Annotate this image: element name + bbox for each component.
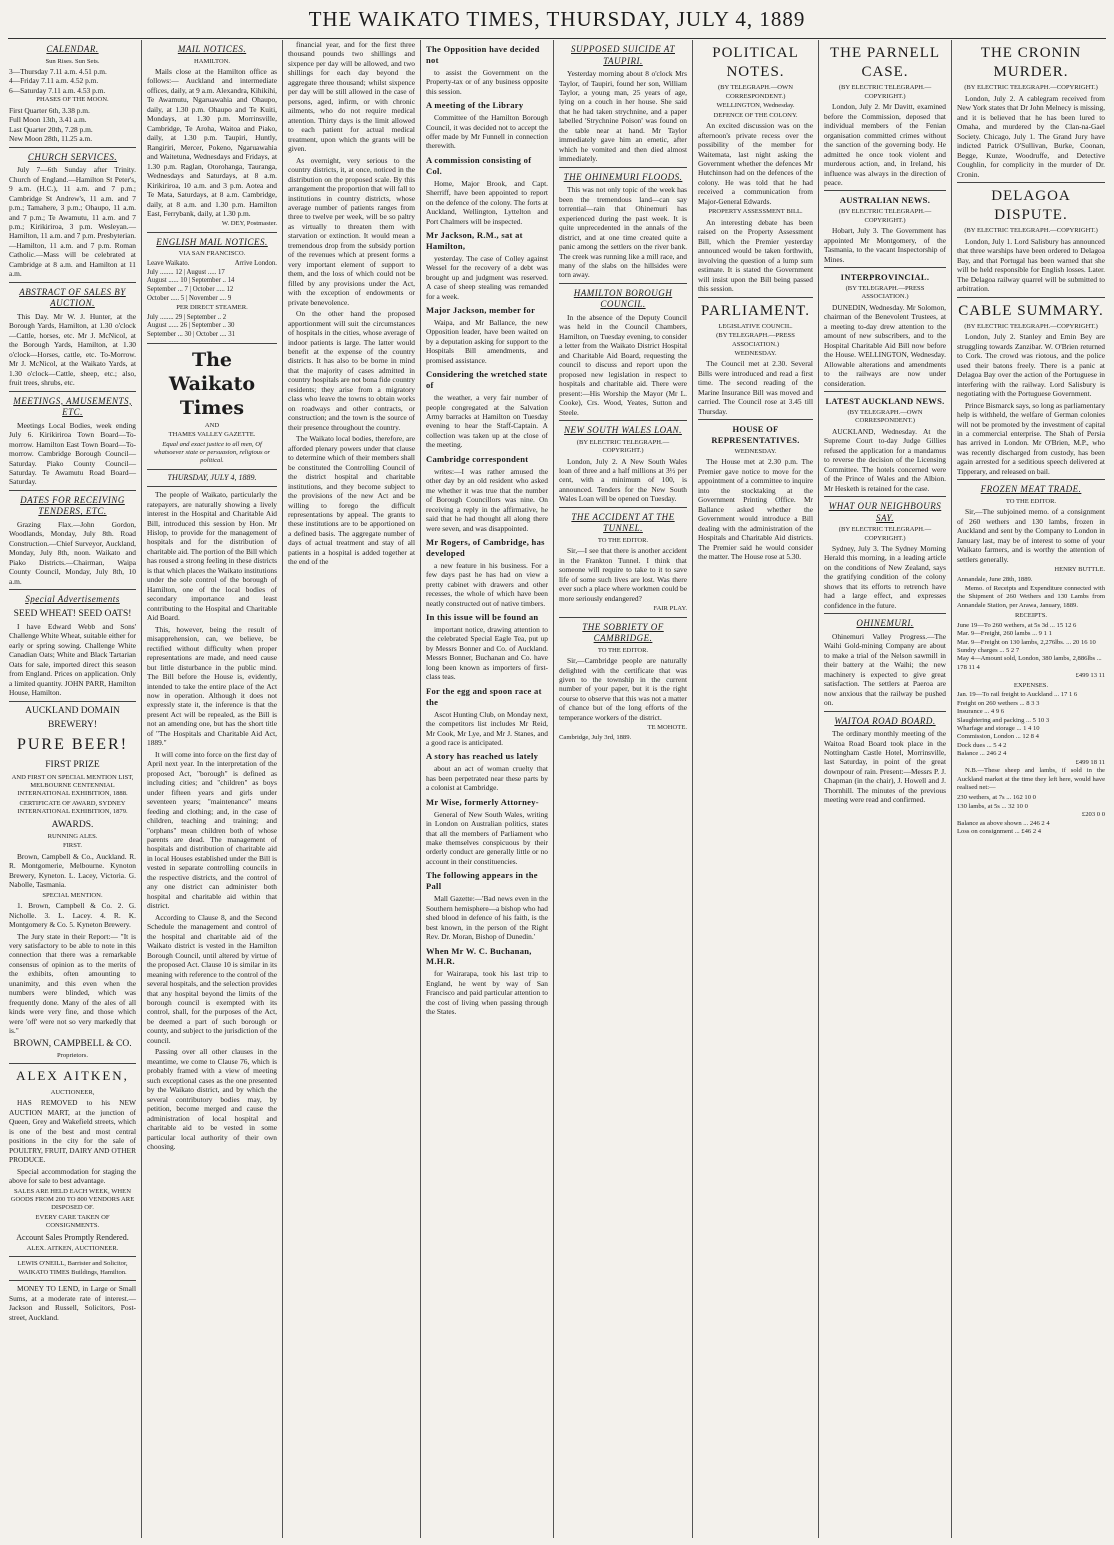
news-item-head: Mr Wise, formerly Attorney- [426,796,539,807]
divider [9,391,136,392]
meetings-heading: MEETINGS, AMUSEMENTS, ETC. [13,395,132,418]
expenses-row: Insurance ... 4 9 6 [957,708,1005,716]
news-item-head: Mr Jackson, R.M., sat at Hamilton, [426,230,523,251]
leader-paragraph: On the other hand the proposed apportionment will suit the circumstances of hospitals in the cities, whose average of indoor patients is large. The latter would benefit at the expense of the country districts. It has also to be borne in mind that the majority of cases admitted in country hospitals are not bona fide country residents; they arise from a migratory class who leave the towns to obtain works on roadways and other contracts, or construction; and the town is the source of their presence throughout the country. [288,309,415,432]
frozen-meat-signature: HENRY BUTTLE. [1054,566,1105,574]
tunnel-signature: FAIR PLAY. [653,605,687,613]
expenses-row: Wharfage and storage ... 1 4 10 [957,724,1040,732]
news-item-text: yesterday. The case of Colley against Wessel for the recovery of a debt was brought up and judgment was reserved. A case of sheep stealing was remanded for a week. [426,253,548,301]
news-item-head: For the egg and spoon race at the [426,685,542,707]
divider [147,486,277,487]
neighbours-text: Sydney, July 3. The Sydney Morning Herald this morning, in a leading article on the conditions of New Zealand, says the gratifying condition of the colony shows that its efforts to retrench have had a large effect, and expresses confidence in the future. [824,544,946,610]
divider [147,232,277,233]
awards-heading: AWARDS. [51,819,94,830]
news-item-text: writes:—I was rather amused the other day by an old resident who asked me whether it was true that the number of Borough Councillors was nine. On receiving a reply in the affirmative, he said that he had thought all along there were seven, and was disappointed. [426,466,548,533]
parnell-subheading: (BY ELECTRIC TELEGRAPH.—COPYRIGHT.) [838,84,932,100]
divider [9,1063,136,1064]
divider [147,343,277,344]
seed-ad-text: I have Edward Webb and Sons' Challenge White Wheat, suitable either for early or spring sowing. Challenge White Canadian Oats; White and Black Tartarian Oats for sale, imported direct this season from England. Prices on application. Only a limited quantity. JOHN PARR, Hamilton House, Hamilton. [9,621,136,698]
english-mail-col-leave: Leave Waikato. [147,259,190,267]
news-item-text: to assist the Government on the Property-tax or of any business opposite this session. [426,67,548,96]
nsw-loan-heading: NEW SOUTH WALES LOAN. [564,425,682,436]
political-notes-section: PROPERTY ASSESSMENT BILL. [708,208,803,216]
masthead: THE WAIKATO TIMES, THURSDAY, JULY 4, 1889 [308,7,806,31]
australian-news-subheading: (BY ELECTRIC TELEGRAPH.—COPYRIGHT.) [838,208,932,224]
leader-paragraph: financial year, and for the first three thousand pounds two shillings and sixpence per day will be allowed, and two shillings for each day beyond the aggregate three thousand; whilst sixpence per day will be still allowed in the case of persons, aged, infirm, or with chronic ailments, who do not require medical attention. Thirty days is the limit allowed to each patient for actual medical treatment, upon which the grants will be given. [288,40,415,154]
mention-heading: SPECIAL MENTION. [42,891,103,899]
church-heading: CHURCH SERVICES. [27,151,118,162]
direct-steamer-subheading: PER DIRECT STEAMER. [176,304,248,312]
awards-subheading: RUNNING ALES. [47,832,98,840]
english-mail-row: August ...... 10 | September .. 14 [147,277,235,285]
reps-heading: HOUSE OF REPRESENTATIVES. [711,424,800,446]
parliament-text: The Council met at 2.30. Several Bills were introduced and read a first time. The second reading of the Marine Insurance Bill was moved and carried. The Council rose at 3.45 till Thursday. [698,359,813,416]
interprovincial-text: DUNEDIN, Wednesday. Mr Solomon, chairman of the Benevolent Trustees, at a meeting to-day drew attention to the amount of new subscribers, and to the Hospital Charitable Aid Bill now before the House. WELLINGTON, Wednesday. Allowable alterations and amendments to the railways are now under consideration. [824,302,946,388]
prize-title: FIRST PRIZE [45,760,100,771]
waitoa-text: The ordinary monthly meeting of the Waitoa Road Board took place in the Nottingham Castle Hotel, Morrinsville, last Saturday, in point of the great downpour of rain. Present:—Messrs P. J. Chapman (in the chair), J. Howell and J. Thornhill. The minutes of the previous meeting were read and confirmed. [824,729,946,805]
paper-date: THURSDAY, JULY 4, 1889. [167,472,257,482]
cronin-text: London, July 2. A cablegram received from New York states that Dr John Melnecy is missing, and it is believed that he has been lured to Omaha, and murdered by the Clan-na-Gael Society. Chicago, July 1. The Grand Jury have indicted Patrick O'Sullivan, Burke, Coonan, Begge, Kunze, Woodruffe, and Detective Coughlin, for complicity in the murder of Dr. Cronin. [957,93,1105,179]
cronin-subheading: (BY ELECTRIC TELEGRAPH.—COPYRIGHT.) [964,84,1098,92]
divider [9,147,136,148]
footnote: N.B.—These sheep and lambs, if sold in the Auckland market at the time they left here, would have realised net:— [957,767,1105,792]
church-text: July 7—6th Sunday after Trinity. Church of England.—Hamilton St Peter's, 9 a.m. (H.C.), 11 a.m. and 7 p.m.; Cambridge St Andrew's, 11 a.m. and 7 p.m.; Tamahere, 3 p.m.; Ohaupo, 11 a.m. and 7 p.m.; Te Awamutu, 11 a.m. and 7 p.m.; Kirikiriroa, 3 p.m. Wesleyan.—Hamilton, 11 a.m. and 7 p.m. Presbyterian.—Hamilton, 11 a.m. and 7 p.m. Roman Catholic.—Mass will be celebrated at Cambridge at 8 a.m. and Hamilton at 11 a.m. [9,165,136,279]
parliament-heading: PARLIAMENT. [701,302,810,319]
column-1 [4,40,141,1538]
divider [824,711,946,712]
news-item-head: Major Jackson, member for [426,305,536,316]
receipts-row: Mar. 9—Freight on 130 lambs, 2,276lbs. ... 20 16 10 [957,638,1096,646]
tenders-heading: DATES FOR RECEIVING TENDERS, ETC. [20,494,125,517]
brewery-name: AUCKLAND DOMAIN [25,705,120,716]
news-item-head: Mr Rogers, of Cambridge, has developed [426,537,545,558]
news-item-head: A meeting of the Library [426,100,524,111]
divider [559,507,687,508]
divider [559,617,687,618]
divider [9,490,136,491]
pure-beer-banner: PURE BEER! [16,735,129,753]
interprovincial-subheading: (BY TELEGRAPH.—PRESS ASSOCIATION.) [845,284,925,301]
delagoa-subheading: (BY ELECTRIC TELEGRAPH.—COPYRIGHT.) [964,227,1098,235]
news-item-text: for Wairarapa, took his last trip to England, he went by way of San Francisco and paid particular attention to the cost of living when passing through the States. [426,969,548,1017]
divider [9,1280,136,1281]
parnell-text: London, July 2. Mr Davitt, examined before the Commission, deposed that individual members of the Fenian organisation committed crimes without the sanction of the governing body. He admitted he once took violent and murderous action, and, in Ireland, his influence was always in the direction of peace. [824,102,946,187]
sobriety-text: Sir,—Cambridge people are naturally delighted with the certificate that was given to the township in the current number of your paper, but it is the right course to observe that this was not a matter of chance but of the long efforts of the temperance workers of the district. [559,656,687,722]
reps-text: The House met at 2.30 p.m. The Premier gave notice to move for the appointment of a committee to inquire into the stocktaking at the Government Printing Office. Mr Ballance asked whether the Government would introduce a Bill dealing with the administration of the Hospitals and Charitable Aid districts. The Premier said he would consider the matter. The House rose at 5.30. [698,457,813,562]
ohinemuri-text: Ohinemuri Valley Progress.—The Waihi Gold-mining Company are about to make a trial of the Nelson sawmill in their battery at the Waihi; the new machinery is expected to give great satisfaction. The settlers at Paeroa are now anxious that the railway be pushed on. [824,631,946,708]
mail-text: Mails close at the Hamilton office as follows:— Auckland and intermediate offices, daily, at 9 a.m. Alexandra, Kihikihi, Te Awamutu, Ngaruawahia and Ohaupo, daily, at 1.30 p.m. Ohaupo and Te Kuiti, Mondays, at 1.30 p.m. Morrinsville, Cambridge, Te Aroha, Waitoa and Piako, daily, at 1.30 p.m. Taupiri, Huntly, Rangiriri, Mercer, Pokeno, Ngaruawahia and Waitetuna, Wednesdays and Fridays, at 1.30 p.m. Raglan, Otorohanga, Tauranga, Wednesdays and Saturdays, at 8 a.m. Kirikiriroa, 10 a.m. and 3 p.m. Aotea and Te Mata, Saturdays, at 8 a.m. Cambridge, daily, at 8 a.m. and 1.30 p.m. Hamilton East, Ferrybank, daily, at 1.30 p.m. [147,66,277,218]
divider [147,469,277,470]
divider [698,297,813,298]
cable-summary-subheading: (BY ELECTRIC TELEGRAPH.—COPYRIGHT.) [964,322,1098,330]
english-mail-row: September ... 7 | October ..... 12 [147,285,234,293]
cable-summary-heading: CABLE SUMMARY. [958,302,1104,319]
abstract-heading: ABSTRACT OF SALES BY AUCTION. [19,286,126,309]
direct-row: August ...... 26 | September .. 30 [147,322,235,330]
nsw-loan-subheading: (BY ELECTRIC TELEGRAPH.—COPYRIGHT.) [576,438,670,455]
leader-paragraph: It will come into force on the first day of April next year. In the interpretation of the proposed Act, "borough" is defined as including cities; and "children" as boys under fifteen years and girls under seventeen years; "maintenance" means feeding and clothing; and, in the case of children, teaching and training; and "orphans" mean children both of whose parents are dead. The management of hospitals and distribution of charitable aid in local Houses established under the Bill is vested in separate controlling councils in the respective districts, and the control of any one district can administer both hospital and charitable aid within that district. [147,749,277,911]
divider [824,391,946,392]
tunnel-text: Sir,—I see that there is another accident in the Frankton Tunnel. I think that someone will require to take to it to save life of some such lives are lost. Was there ever such a place where workmen could be more seriously endangered? [559,546,687,603]
aitken-signature: ALEX. AITKEN, AUCTIONEER. [26,1244,119,1252]
column-7 [819,40,951,1538]
expenses-total: £499 18 11 [1075,758,1105,766]
receipts-row: Mar. 9—Freight, 260 lambs ... 9 1 1 [957,630,1052,638]
floods-text: This was not only topic of the week has been the tremendous land—can say torrential—rain that Ohinemuri has experienced during the past week. It is quite unprecedented in the annals of the district, and at one time created quite a panic among the settlers on the river bank. The creek was running like a mill race, and many of the slabs on the hillsides were torn away. [559,185,687,280]
receipts-heading: RECEIPTS. [1014,612,1048,620]
moon-row: New Moon 28th, 11.25 a.m. [9,134,93,144]
hamilton-council-text: In the absence of the Deputy Council was held in the Council Chambers, Hamilton, on Tuesday evening, to consider a letter from the Waikato District Hospital and Charitable Aid Board, requesting the council to discuss and report upon the proposed new legislation in respect to hospitals and charitable aid. There were present:—His Worship the Mayor (Mr L. Cooke), Crs. Wood, Yeates, Sutton and Steele. [559,312,687,417]
reps-day: WEDNESDAY. [734,448,777,456]
english-mail-row: July ........ 12 | August ..... 17 [147,268,225,276]
political-notes-subheading: (BY TELEGRAPH.—OWN CORRESPONDENT.) [717,84,794,100]
abstract-text: This Day. Mr W. J. Hunter, at the Borough Yards, Hamilton, at 1.30 o'clock—Cattle, horses, etc. Mr J. McNicol, at the Borough Yards, Hamilton, at 1.30 o'clock—Horses, cattle, etc. To-Morrow. Mr J. McNicol, at the Waikato Yards, at 1.30 o'clock—Cattle, sheep, etc.; also, fruit trees, shrubs, etc. [9,311,136,388]
receipts-row: May 4—Amount sold, London, 380 lambs, 2,886lbs ... 178 11 4 [957,655,1102,671]
certificate-text: CERTIFICATE OF AWARD, SYDNEY INTERNATIONAL EXHIBITION, 1879. [17,799,128,816]
jury-text: The Jury state in their Report:— "It is very satisfactory to be able to note in this connection that there was a remarkable consensus of opinion as to the merits of the exhibits, often amounting to unanimity, and this even when the numbers were blinded, which was frequently done. Many of the ales of all kinds were very fine, and those which were 'off' were not so very markedly that is." [9,931,136,1036]
column-3 [283,40,420,1538]
news-item-text: Mall Gazette:—'Bad news even in the Southern hemisphere—a bishop who had shed blood in defence of his faith, is the best known, in the person of the Right Rev. Dr. Moran, Bishop of Dunedin.' [426,894,548,942]
waitoa-heading: WAITOA ROAD BOARD. [834,715,936,726]
news-item-head: A commission consisting of Col. [426,154,532,176]
column-5 [554,40,692,1538]
paper-and: AND [204,421,220,429]
direct-row: July ........ 29 | September .. 2 [147,313,227,321]
calendar-row: 6—Saturday 7.11 a.m. 4.53 p.m. [9,85,106,95]
divider [957,297,1105,298]
final-total: £203 0 0 [1081,811,1105,819]
expenses-row: Freight on 260 wethers ... 8 3 3 [957,699,1040,707]
brewery-label: BREWERY! [47,719,98,730]
sobriety-subheading: TO THE EDITOR. [597,646,649,654]
leader-paragraph: Passing over all other clauses in the meantime, we come to Clause 76, which is probably framed with a view of meeting such exceptional cases as the one presented by the Waikato district, and by which the several contributory bodies may, by petition, become merged and cause the administration of local hospital and charitable aid to be vested in some particular local authority of their own choosing. [147,1047,277,1152]
paper-motto: Equal and exact justice to all men, Of whatsoever state or persuasion, religious or political. [153,440,271,465]
mention-text: 1. Brown, Campbell & Co. 2. G. Nicholle. 3. L. Lacey. 4. R. K. Montgomery & Co. 5. Kyneton Brewery. [9,901,136,930]
parliament-day: WEDNESDAY. [734,350,777,358]
news-item-text: a new feature in his business. For a few days past he has had on view a pretty cabinet with drawers and other recesses, the whole of which have been neatly constructed out of native timbers. [426,560,548,608]
news-item-text: important notice, drawing attention to the celebrated Special Eagle Tea, put up by Messrs Bonner and Co. of Auckland. Messrs Bonner, Buchanan and Co. have long been known as importers of first-class teas. [426,625,548,682]
leader-paragraph: The people of Waikato, particularly the ratepayers, are naturally showing a lively interest in the Hospital and Charitable Aid Bill, introduced this session by Hon. Mr Hislop, to provide for the management of hospitals and for the distribution of charitable aid. The portion of the Bill which has roused a strong feeling in these districts is that which places the Waikato institutions under the sole control of the borough of Hamilton, one of the local bodies of secondary importance and least contributing to the Hospital and Charitable Aid Board. [147,490,277,623]
divider [559,420,687,421]
latest-auckland-text: AUCKLAND, Wednesday. At the Supreme Court to-day Judge Gillies refused the application for a mandamus to reverse the decision of the Licensing Committee. The hotels concerned were of the Prince of Wales and the Albion. Mr Hesketh is retained for the case. [824,426,946,493]
paper-title: The Waikato Times [168,348,256,420]
frozen-meat-heading: FROZEN MEAT TRADE. [980,484,1082,495]
expenses-row: Dock dues ... 5 4 2 [957,741,1007,749]
divider [9,282,136,283]
oneill-ad: LEWIS O'NEILL, Barrister and Solicitor, WAIKATO TIMES Buildings, Hamilton. [17,1260,128,1276]
english-mail-subheading: VIA SAN FRANCISCO. [178,250,246,258]
news-item-head: Cambridge correspondent [426,453,529,464]
ohinemuri-heading: OHINEMURI. [856,618,914,629]
hamilton-council-heading: HAMILTON BOROUGH COUNCIL. [573,287,673,310]
leader-paragraph: This, however, being the result of misapprehension, can, we believe, be rectified without difficulty when proper representations are made, and need cause but little disturbance in the public mind. The Bill before the House is, evidently, intended to take the entire place of the Act now in operation. Although it does not expressly state it, the inference is that the present Act will be repealed, as the Bill is not an amending one, but has the short title of "The Hospitals and Charitable Aid Act, 1889." [147,624,277,748]
floods-heading: THE OHINEMURI FLOODS. [563,171,683,182]
news-item-head: A story has reached us lately [426,751,539,762]
mail-subheading: HAMILTON. [193,57,231,65]
divider [957,182,1105,183]
news-item-text: about an act of woman cruelty that has been perpetrated near these parts by a colonist at Cambridge. [426,764,548,793]
divider [559,167,687,168]
cronin-heading: THE CRONIN MURDER. [980,45,1082,81]
parliament-press: (BY TELEGRAPH.—PRESS ASSOCIATION.) [716,332,795,348]
divider [824,496,946,497]
divider [824,613,946,614]
mail-heading: MAIL NOTICES. [177,44,247,54]
aitken-title: AUCTIONEER, [50,1088,95,1096]
moon-row: First Quarter 6th, 3.38 p.m. [9,105,90,115]
news-item-text: General of New South Wales, writing in London on Australian politics, states that all the members of Parliament who make themselves conspicuous by their orderly conduct are generally little or no account in their constituencies. [426,809,548,866]
brewer-name: BROWN, CAMPBELL & CO. [13,1038,132,1049]
nsw-loan-text: London, July 2. A New South Wales loan of three and a half millions at 3½ per cent, with a minimum of 100, is announced. Tenders for the New South Wales Loan will be opened on Tuesday. [559,456,687,504]
divider [824,267,946,268]
sobriety-date: Cambridge, July 3rd, 1889. [559,733,632,741]
direct-row: September ... 30 | October .... 31 [147,331,236,339]
moon-row: Last Quarter 20th, 7.28 p.m. [9,124,93,134]
political-notes-heading: POLITICAL NOTES. [712,45,799,81]
latest-auckland-heading: LATEST AUCKLAND NEWS. [825,396,945,407]
tenders-text: Grazing Flax.—John Gordon, Woodlands, Monday, July 8th. Road Construction.—Chief Surveyor, Auckland, Monday, July 8th, noon. Waikato and Piako Districts.—Chairman, Waipa County Council, Monday, July 8th, 10 a.m. [9,519,136,586]
expenses-row: Balance ... 246 2 4 [957,750,1007,758]
memo-heading: Memo. of Receipts and Expenditure connected with the Shipment of 260 Wethers and 130 Lambs from Annandale Station, per Arawa, January, 1889. [957,584,1105,609]
cable-summary-text: Prince Bismarck says, so long as parliamentary help is withheld, the welfare of German colonies will not be promoted by the investment of capital in a commercial enterprise. The Shah of Persia has arrived in London. Mr O'Brien, M.P., who was recently discharged from custody, has been again arrested for a seditious speech delivered at Tipperary, and released on bail. [957,400,1105,476]
divider [957,479,1105,480]
prize-text: AND FIRST ON SPECIAL MENTION LIST, MELBOURNE CENTENNIAL INTERNATIONAL EXHIBITION, 1888. [11,773,134,798]
awards-first: FIRST. [62,842,83,850]
cable-summary-text: London, July 2. Stanley and Emin Bey are struggling towards Zanzibar. W. O'Brien returned to Cork. The crowd was riotous, and the police used their batons freely. There is a panic at Delagoa Bay over the action of the Portuguese in interfering with the railway. Lord Salisbury is negotiating with the Portuguese Government. [957,332,1105,399]
calendar-heading: CALENDAR. [46,44,99,54]
money-ad: MONEY TO LEND, in Large or Small Sums, at a moderate rate of interest.—Jackson and Russell, Solicitors, Post-street, Auckland. [9,1284,136,1322]
australian-news-heading: AUSTRALIAN NEWS. [839,195,931,206]
suicide-heading: SUPPOSED SUICIDE AT TAUPIRI. [571,44,675,66]
column-2 [142,40,282,1538]
divider [9,1256,136,1257]
column-8 [952,40,1110,1538]
divider [824,190,946,191]
sobriety-signature: TE MOHOTE. [647,724,687,732]
final-row: 130 lambs, at 5s ... 32 10 0 [957,802,1028,810]
calendar-row: 3—Thursday 7.11 a.m. 4.51 p.m. [9,66,107,76]
calendar-row: 4—Friday 7.11 a.m. 4.52 p.m. [9,76,99,86]
frozen-meat-subheading: TO THE EDITOR. [1005,497,1057,505]
paper-subtitle: THAMES VALLEY GAZETTE. [168,431,256,439]
awards-text: Brown, Campbell & Co., Auckland. R. R. Montgomerie, Melbourne. Kynoton Brewery, Kyneton. L. Lacey, Victoria. G. Nabolle, Tasmania. [9,851,136,890]
delagoa-heading: DELAGOA DISPUTE. [991,188,1071,224]
parnell-heading: THE PARNELL CASE. [829,45,941,81]
sobriety-heading: THE SOBRIETY OF CAMBRIDGE. [582,621,664,644]
news-item-head: In this issue will be found an [426,612,539,623]
meetings-text: Meetings Local Bodies, week ending July 6. Kirikiriroa Town Board—To-morrow. Hamilton East Town Board—To-morrow. Cambridge Borough Council—Saturday. Piako County Council—Saturday. Te Awamutu Road Board—Saturday. [9,420,136,487]
legislative-council-heading: LEGISLATIVE COUNCIL. [718,322,793,330]
receipts-row: June 19—To 260 wethers, at 5s 3d ... 15 12 6 [957,621,1077,629]
interprovincial-heading: INTERPROVINCIAL. [840,272,930,283]
receipts-row: Sundry charges ... 5 2 7 [957,647,1020,655]
news-item-head: The Opposition have decided not [426,44,540,65]
news-item-head: When Mr W. C. Buchanan, M.H.R. [426,945,532,967]
news-item-head: Considering the wretched state of [426,369,548,391]
news-item-text: Waipa, and Mr Ballance, the new Opposition leader, have been waited on by a deputation asking for support to the Hospitals Bill amendments, and promised assistance. [426,317,548,365]
news-item-text: Ascot Hunting Club, on Monday next, the competitors list includes Mr Reid, Mr Cook, Mr Lye, and Mr J. Stanes, and a good race is anticipated. [426,709,548,747]
aitken-special: Special accommodation for staging the above for sale to best advantage. [9,1166,136,1186]
english-mail-col-arrive: Arrive London. [234,259,277,267]
moon-heading: PHASES OF THE MOON. [36,96,109,104]
final-row: 230 wethers, at 7s ... 162 10 0 [957,794,1036,802]
aitken-account: Account Sales Promptly Rendered. [16,1232,129,1242]
special-ads-heading: Special Advertisements [25,594,120,605]
expenses-row: Jan. 19—To rail freight to Auckland ... 17 1 6 [957,691,1078,699]
political-notes-section: DEFENCE OF THE COLONY. [713,111,798,119]
australian-news-text: Hobart, July 3. The Government has appointed Mr Montgomery, of the Tasmania, to the vacant Inspectorship of Mines. [824,226,946,264]
aitken-text: HAS REMOVED to his NEW AUCTION MART, at the junction of Queen, Grey and Wakefield streets, which is one of the best and most central positions in the city for the sale of POULTRY, FRUIT, DAIRY AND OTHER PRODUCE. [9,1098,136,1165]
tunnel-subheading: TO THE EDITOR. [597,536,649,544]
expenses-row: Slaughtering and packing ... 5 10 3 [957,716,1050,724]
loss-row: Loss on consignment ... £46 2 4 [957,828,1042,836]
leader-paragraph: According to Clause 8, and the Second Schedule the management and control of the hospital and charitable aid of the Waikato district is vested in the Hamilton Borough Council, until altered by virtue of the proposed Act. Clause 10 is similar in its meaning with reference to the control of the several hospitals, and the selection provides that any hospital beyond the limits of the borough council is exempted with its control, shall, for the purposes of the Act, be deemed a part of such borough or county, and subject to the jurisdiction of the council. [147,912,277,1045]
moon-row: Full Moon 13th, 3.41 a.m. [9,115,87,125]
receipts-total: £499 13 11 [1075,672,1105,680]
aitken-sales: SALES ARE HELD EACH WEEK, WHEN GOODS FROM 200 TO 800 VENDORS ARE DISPOSED OF. [10,1187,135,1212]
political-notes-text: An interesting debate has been raised on the Property Assessment Bill, which the Premier yesterday announced would be taken forthwith, involving the question of a lump sum estimate. It is stated the Government will insist upon the Bill being passed this session. [698,217,813,294]
latest-auckland-subheading: (BY TELEGRAPH.—OWN CORRESPONDENT.) [847,408,923,425]
leader-paragraph: The Waikato local bodies, therefore, are afforded plenary powers under that clause to determine which of their members shall be constituted the Controlling Council of the district hospital and charitable institutions, and they become subject to the provisions of the new Act and be willing to forego the difficult representations by appeal. The grants to these institutions are to be apportioned on a defined basis. The aggregate number of days of actual treatment and stay of all patients in a hospital is added together at the end of the [288,434,415,567]
news-item-text: the weather, a very fair number of people congregated at the Salvation Army barracks at Hamilton on Tuesday evening to hear the Staff-Captain. A collection was taken up at the close of the meeting. [426,393,548,450]
column-6 [693,40,818,1538]
divider [9,701,136,702]
news-item-text: Home, Major Brook, and Capt. Sherriff, have been appointed to report on the defence of the colony. The forts at Auckland, Wellington, Lyttelton and Port Chalmers will be inspected. [426,178,548,226]
divider [698,419,813,420]
seed-ad-title: SEED WHEAT! SEED OATS! [13,608,132,619]
political-notes-place: WELLINGTON, Wednesday. [716,102,795,110]
masthead-rule [8,38,1106,39]
tunnel-heading: THE ACCIDENT AT THE TUNNEL. [571,511,675,534]
news-item-text: Committee of the Hamilton Borough Council, it was decided not to accept the offer made by Mr Funnell in connection therewith. [426,113,548,151]
expenses-heading: EXPENSES. [1013,681,1049,689]
mail-signature: W. DEY, Postmaster. [221,220,277,228]
proprietors: Proprietors. [57,1051,88,1059]
frozen-meat-text: Sir,—The subjoined memo. of a consignment of 260 wethers and 130 lambs, frozen in Auckland and sent by the Company to London in January last, may be of interest to some of your Waikato farmers, and is worthy the attention of settlers generally. [957,507,1105,564]
english-mail-row: October ..... 5 | November .... 9 [147,294,232,302]
suicide-text: Yesterday morning about 8 o'clock Mrs Taylor, of Taupiri, found her son, William Taylor, a young man, 25 years of age, lying on a couch in her house. She said that he had taken strychnine, and a paper labelled 'Strychnine Poison' was found on the table near at hand. Mr Taylor immediately gave him an emetic, after which he vomited and then died almost immediately. [559,69,687,164]
calendar-subheading: Sun Rises. Sun Sets. [45,57,100,65]
political-notes-text: An excited discussion was on the afternoon's private recess over the possibility of the member for Waitemata, last night asking the Government whether the defences Mr Hutchinson had on the defences of the colony. He was told that he had received a communication from Major-General Edwards. [698,121,813,206]
english-mail-heading: ENGLISH MAIL NOTICES. [156,236,268,247]
frozen-meat-date: Annandale, June 28th, 1889. [957,575,1033,583]
aitken-care: EVERY CARE TAKEN OF CONSIGNMENTS. [35,1213,110,1230]
delagoa-text: London, July 1. Lord Salisbury has announced that three warships have been ordered to Delagoa Bay, and that Portugal has been warned that she will be held responsible for English losses. Later. The Delagoa railway quarrel will be submitted to arbitration. [957,236,1105,294]
divider [559,283,687,284]
balance-row: Balance as above shown ... 246 2 4 [957,819,1050,827]
column-4 [421,40,553,1538]
english-mail-columns [147,260,277,269]
expenses-row: Commission, London ... 12 8 4 [957,733,1039,741]
divider [9,589,136,590]
neighbours-subheading: (BY ELECTRIC TELEGRAPH.—COPYRIGHT.) [838,526,932,542]
news-item-head: The following appears in the Pall [426,870,538,892]
aitken-name: ALEX AITKEN, [16,1068,129,1084]
neighbours-heading: WHAT OUR NEIGHBOURS SAY. [828,501,942,523]
leader-paragraph: As overnight, very serious to the country districts, it, at once, noticed in the distribution on the proposed scale. By this arrangement the proportion that will fall to institutions in country districts, whose average number of patients ranges from three to twelve per week, will be so paltry as virtually to threaten them with starvation or extinction. It would mean a tremendous drop from the subsidy portion of the revenues which at present forms a very important element of support to them, and the loss of which could not be filled by any provisions under the Act, with the exception of endowments or private benevolence. [288,155,415,307]
